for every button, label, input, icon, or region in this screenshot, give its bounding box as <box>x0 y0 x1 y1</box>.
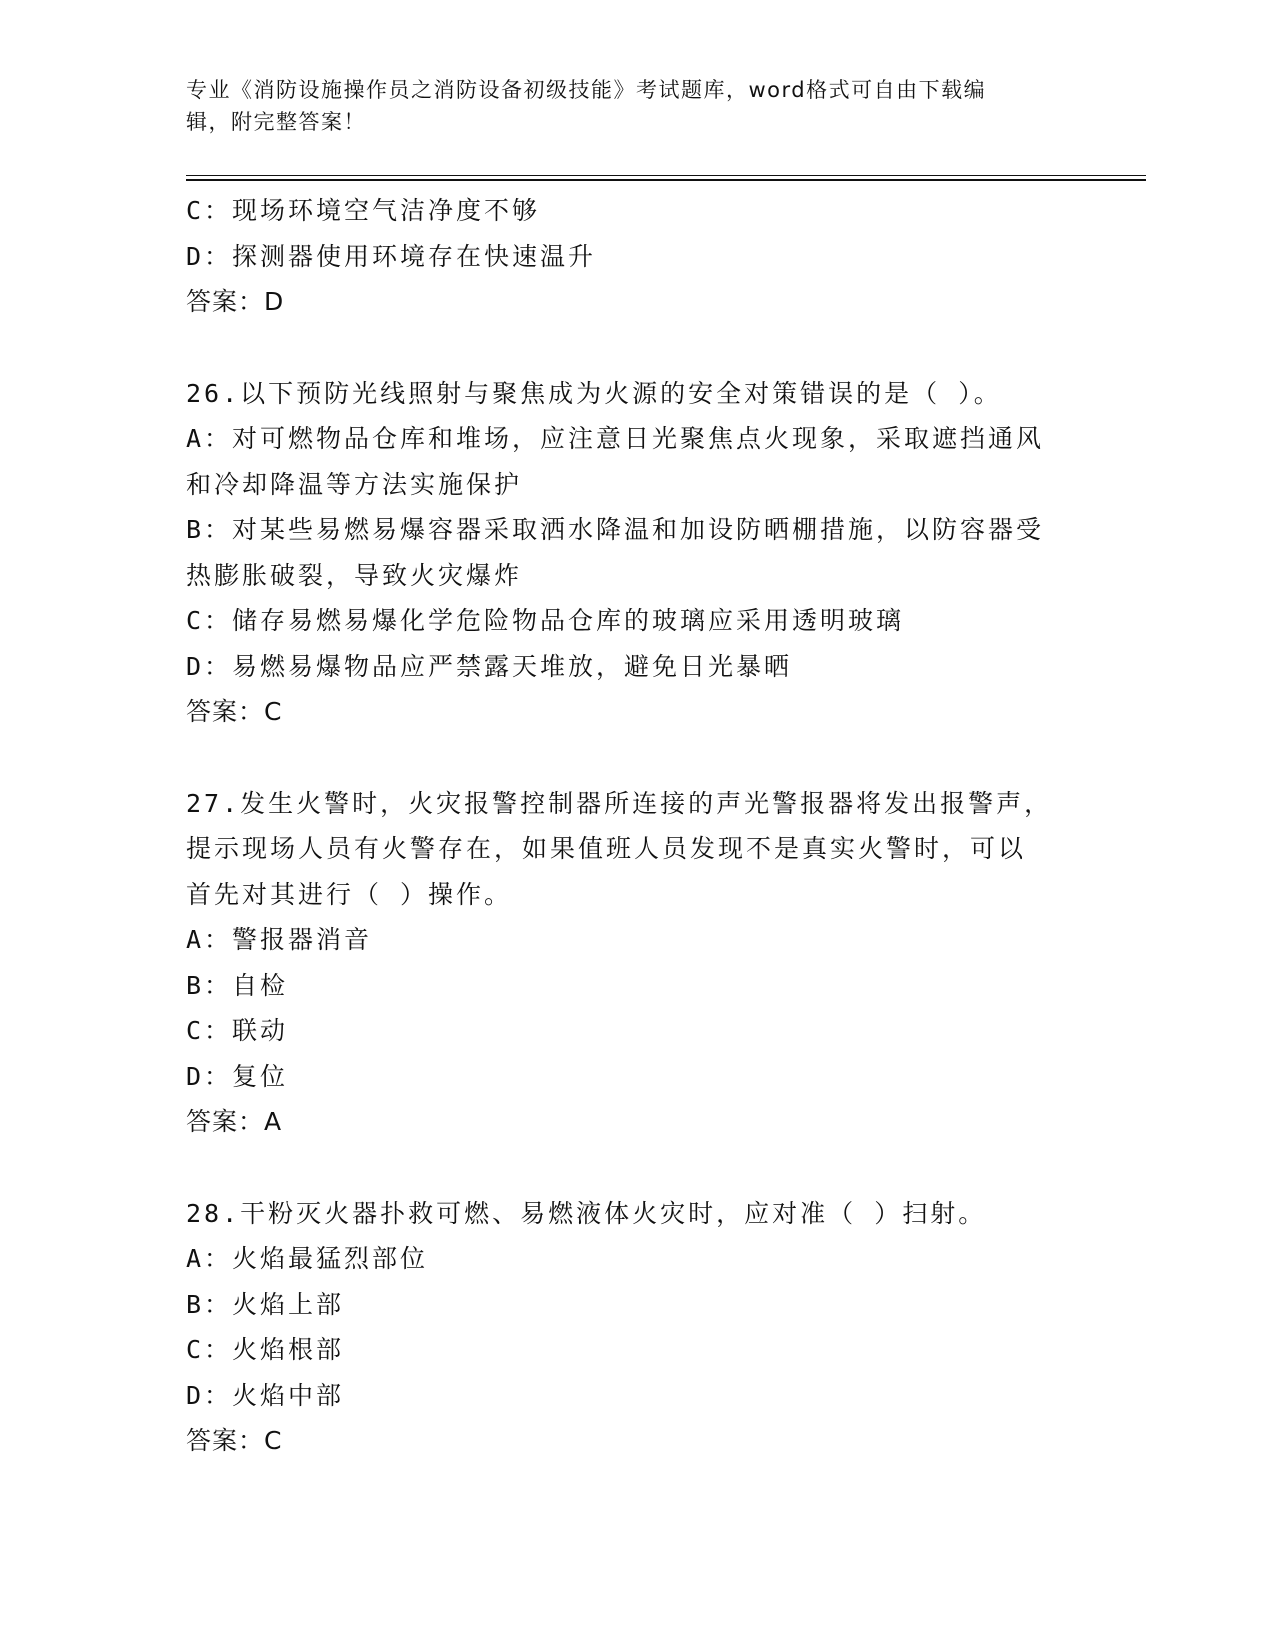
question-list <box>186 188 1086 1464</box>
q25-answer: 答案：D <box>186 287 285 316</box>
q28-stem: 28.干粉灭火器扑救可燃、易燃液体火灾时，应对准（ ）扫射。 <box>186 1198 987 1228</box>
q27-option-d: D：复位 <box>186 1061 289 1091</box>
q26-answer: 答案：C <box>186 697 283 726</box>
q26-stem: 26.以下预防光线照射与聚焦成为火源的安全对策错误的是（ ）。 <box>186 378 1002 408</box>
q27-stem-line-3: 首先对其进行（ ）操作。 <box>186 879 513 909</box>
spacer <box>186 735 1086 781</box>
q26-option-d: D：易燃易爆物品应严禁露天堆放，避免日光暴晒 <box>186 651 793 681</box>
question-27 <box>186 781 1086 1145</box>
header-line-1: 专业《消防设施操作员之消防设备初级技能》考试题库，word格式可自由下载编 <box>186 78 987 102</box>
q27-option-c: C：联动 <box>186 1016 289 1045</box>
question-26 <box>186 371 1086 735</box>
q25-option-d: D：探测器使用环境存在快速温升 <box>186 241 597 271</box>
q28-option-b: B：火焰上部 <box>186 1289 345 1319</box>
q25-option-c: C：现场环境空气洁净度不够 <box>186 196 541 225</box>
q28-option-d: D：火焰中部 <box>186 1380 345 1410</box>
q27-stem-line-1: 27.发生火警时，火灾报警控制器所连接的声光警报器将发出报警声， <box>186 788 1053 818</box>
q26-option-a-line-2: 和冷却降温等方法实施保护 <box>186 469 523 499</box>
header-line-2: 辑，附完整答案！ <box>186 110 366 134</box>
question-28 <box>186 1191 1086 1464</box>
spacer <box>186 325 1086 371</box>
q27-stem-line-2: 提示现场人员有火警存在，如果值班人员发现不是真实火警时，可以 <box>186 834 1027 863</box>
q27-answer: 答案：A <box>186 1107 283 1136</box>
q26-option-a-line-1: A：对可燃物品仓库和堆场，应注意日光聚焦点火现象，采取遮挡通风 <box>186 424 1045 453</box>
question-25-tail <box>186 188 1086 325</box>
q26-option-b-line-1: B：对某些易燃易爆容器采取洒水降温和加设防晒棚措施，以防容器受 <box>186 515 1045 544</box>
q26-option-b-line-2: 热膨胀破裂，导致火灾爆炸 <box>186 560 523 590</box>
q27-option-b: B：自检 <box>186 970 289 1000</box>
document-header <box>186 74 1066 138</box>
q28-answer: 答案：C <box>186 1426 283 1455</box>
q28-option-a: A：火焰最猛烈部位 <box>186 1244 429 1273</box>
q26-option-c: C：储存易燃易爆化学危险物品仓库的玻璃应采用透明玻璃 <box>186 606 905 635</box>
header-divider <box>186 175 1146 181</box>
spacer <box>186 1145 1086 1191</box>
q27-option-a: A：警报器消音 <box>186 925 373 954</box>
q28-option-c: C：火焰根部 <box>186 1335 345 1364</box>
